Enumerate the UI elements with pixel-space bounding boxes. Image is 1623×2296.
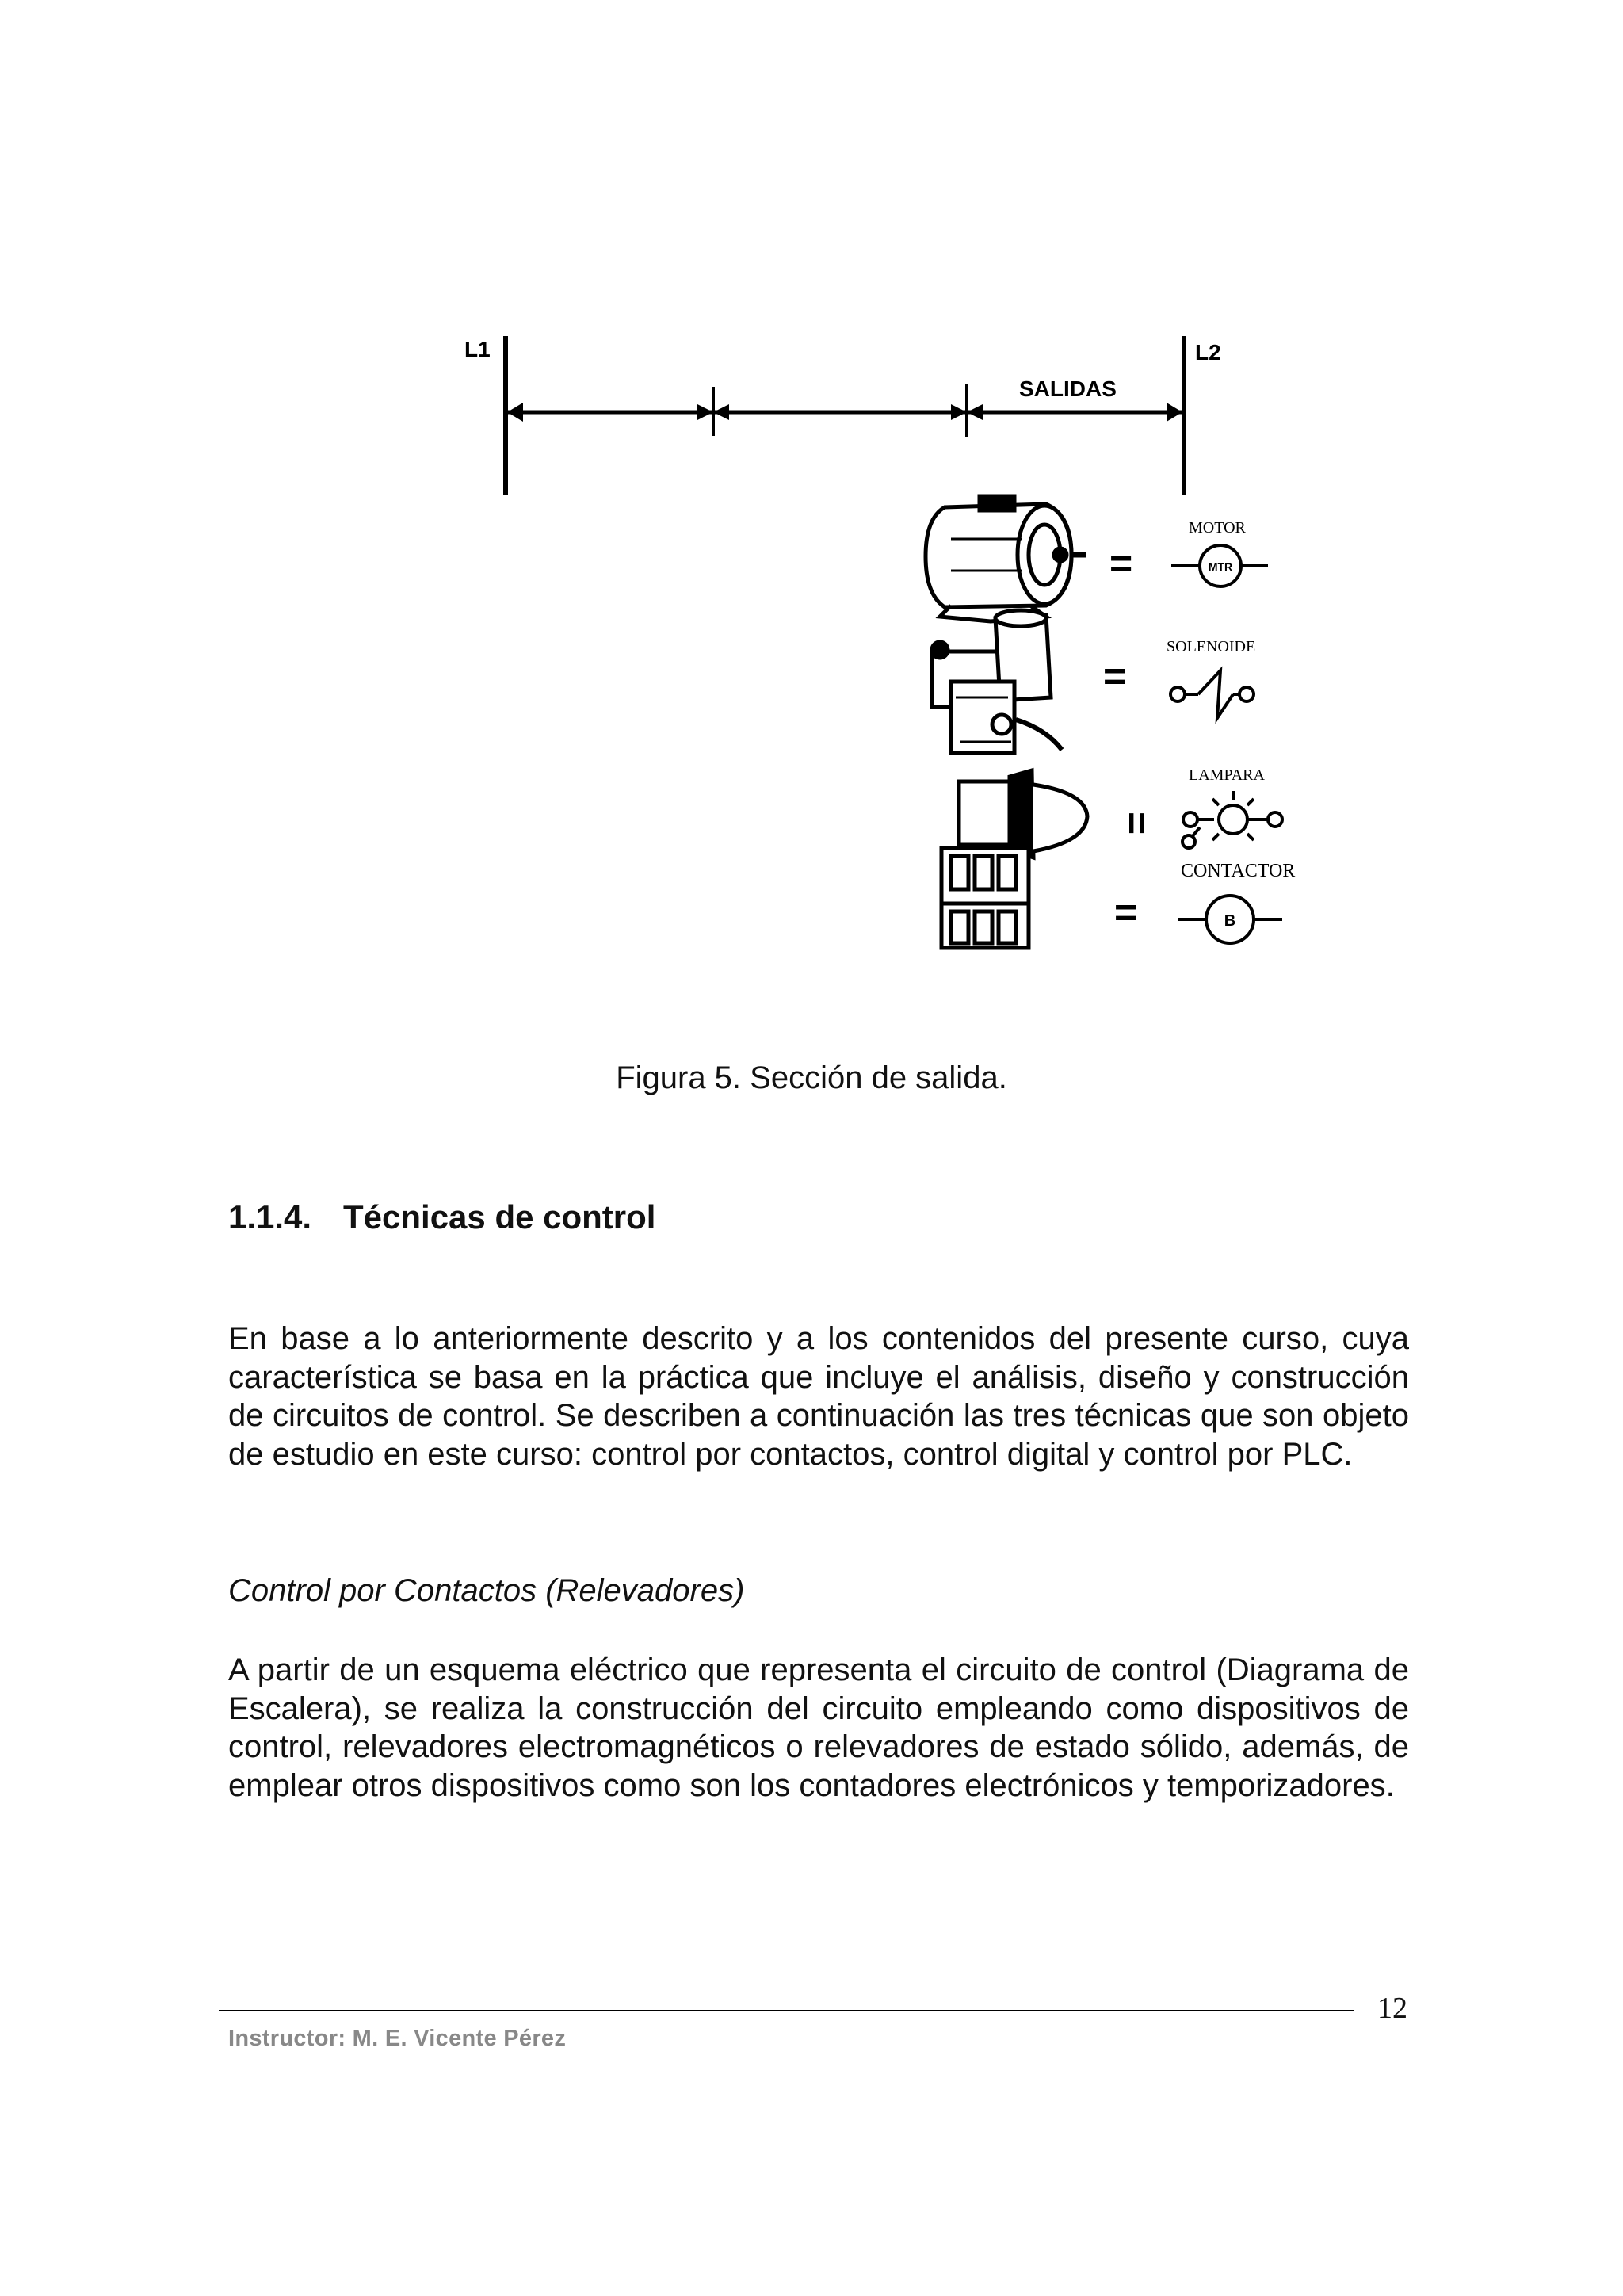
device-label-motor: MOTOR [1189,519,1246,537]
salidas-label: SALIDAS [1019,376,1117,401]
equals-sign: = [1114,890,1138,934]
output-section-figure [0,0,1623,983]
equals-sign: = [1103,654,1127,698]
rail-l1-label: L1 [464,337,491,361]
device-label-solenoid: SOLENOIDE [1167,638,1256,655]
rail-l2-label: L2 [1195,340,1221,365]
paragraph-contact-control: A partir de un esquema eléctrico que representa el circuito de control (Diagrama de Escalera), se realiza la construcción del circuito empleando como dispositivos de control, relevadores electromagnéticos o relevadores de estado sólido, además, de emplear otros dispositivos como son los contadores electrónicos y temporizadores. [228,1652,1409,1803]
device-label-lamp: LAMPARA [1189,766,1265,784]
device-label-contactor: CONTACTOR [1181,861,1296,881]
footer-instructor: Instructor: M. E. Vicente Pérez [228,2026,567,2051]
contactor-symbol-text: B [1224,912,1236,930]
motor-drawing [926,496,1086,621]
equals-sign: = [1109,541,1133,586]
subheading-contact-control: Control por Contactos (Relevadores) [228,1573,745,1608]
solenoid-drawing [932,610,1062,753]
motor-symbol-text: MTR [1208,560,1233,573]
pilot-lamp-icon [1182,791,1282,848]
equals-sign: = [1115,812,1159,835]
solenoid-icon [1170,670,1254,718]
section-heading [228,1198,655,1236]
section-title: Técnicas de control [343,1198,656,1236]
footer-rule [219,2010,1354,2011]
page-number: 12 [1377,1992,1407,2025]
section-number: 1.1.4. [228,1198,312,1236]
contactor-drawing [941,848,1029,948]
pilot-lamp-drawing [959,770,1087,858]
paragraph-intro: En base a lo anteriormente descrito y a los contenidos del presente curso, cuya característica se basa en la práctica que incluye el análisis, diseño y construcción de circuitos de control. Se describen a continuación las tres técnicas que son objeto de estudio en este curso: control por contactos, control digital y control por PLC. [228,1321,1409,1472]
figure-caption: Figura 5. Sección de salida. [616,1060,1007,1095]
